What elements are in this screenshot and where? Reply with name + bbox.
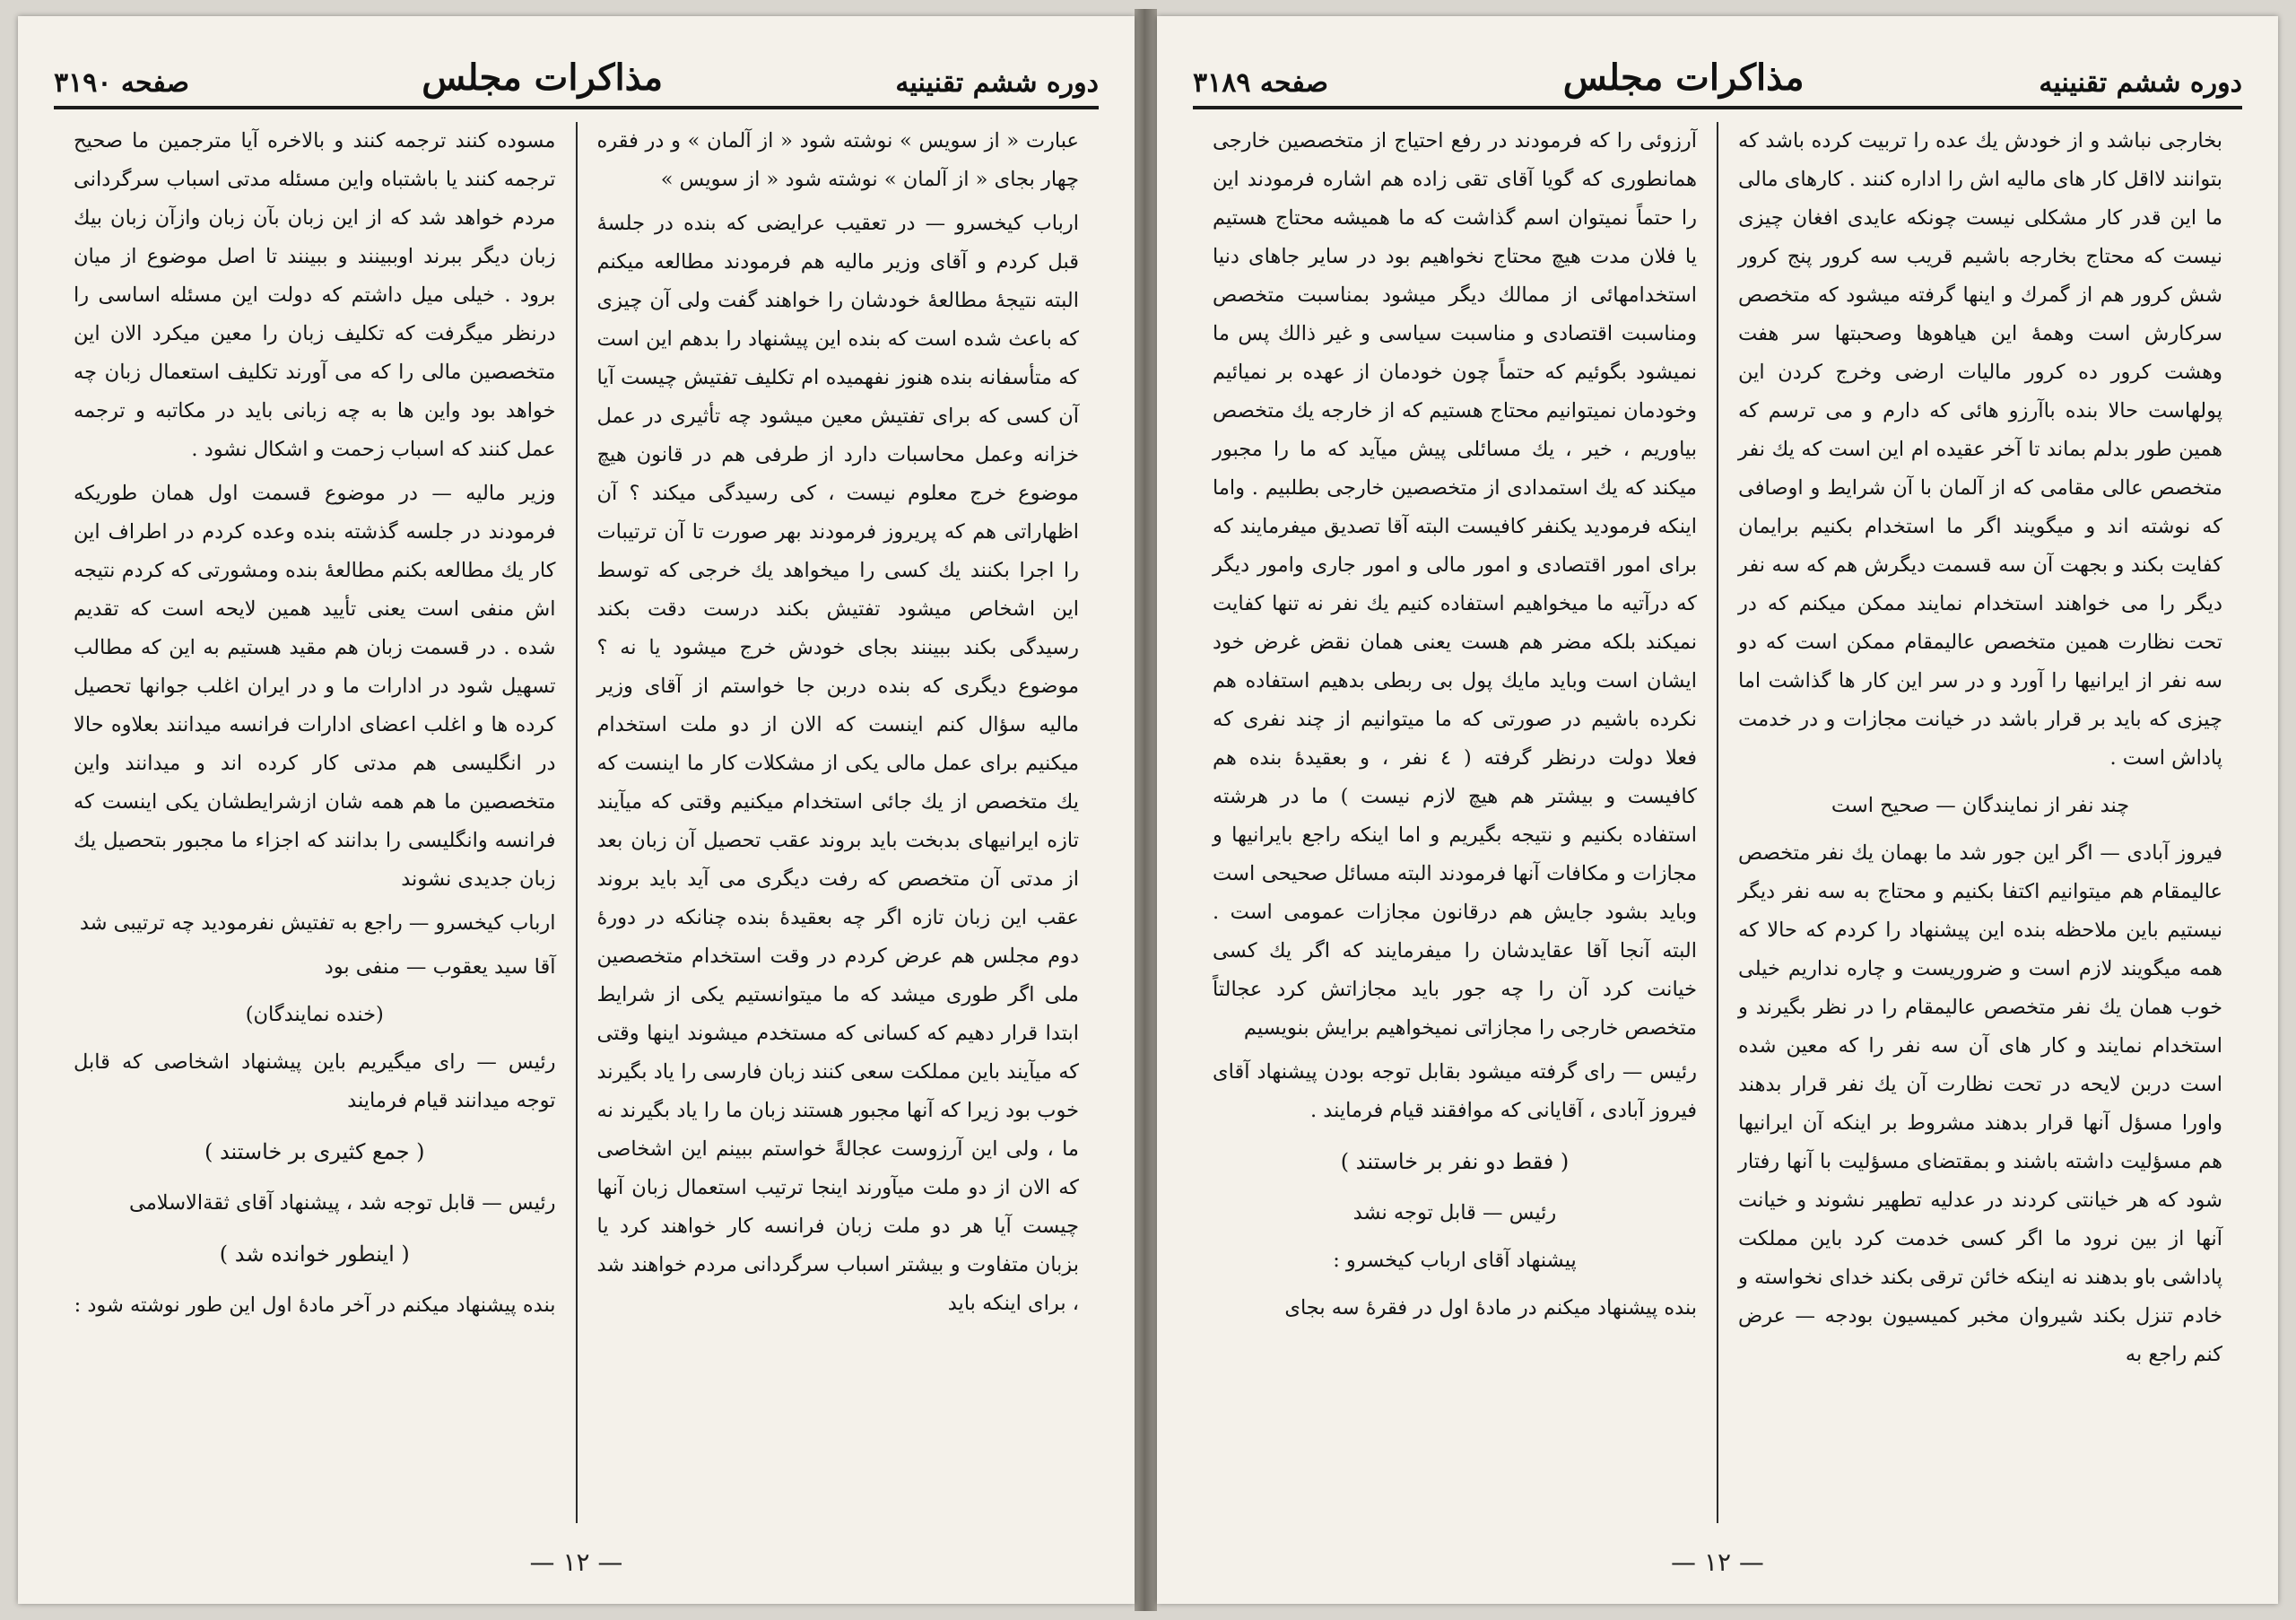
paragraph: پیشنهاد آقای ارباب کیخسرو : (1333, 1249, 1577, 1272)
column-left (54, 122, 576, 1523)
paragraph: رئیس — قابل توجه نشد (1352, 1201, 1557, 1224)
book-spine (1135, 9, 1157, 1611)
paragraph: بنده پیشنهاد میکنم در آخر مادهٔ اول این طور نوشته شود : (74, 1293, 556, 1317)
column-right (578, 122, 1100, 1523)
paragraph: آقا سید یعقوب — منفی بود (324, 955, 556, 979)
paragraph: وزیر مالیه — در موضوع قسمت اول همان طوریکه فرمودند در جلسه گذشته بنده وعده کردم در اطراف این کار یك مطالعه بکنم مطالعهٔ بنده ومشورتی که کردم نتیجه اش منفی است یعنی تأیید همین لایحه است که تقدیم شده . در قسمت زبان هم مقید هستیم به این که مطالب تسهیل شود در ادارات ما و در ایران اغلب جوانها تحصیل کرده ها و اغلب اعضای ادارات فرانسه میدانند بعلاوه حالا در انگلیسی هم مدتی کار کرده اند و میدانند واین متخصصین ما هم همه شان ازشرایطشان یکی اینست که فرانسه وانگلیسی را بدانند که اجزاء ما مجبور بتحصیل یك زبان جدیدی نشوند (74, 482, 556, 891)
page-footer: — ۱۲ — (1671, 1547, 1764, 1577)
paragraph: فیروز آبادی — اگر این جور شد ما بهمان یك نفر متخصص عالیمقام هم میتوانیم اکتفا بکنیم و محتاج به سه نفر دیگر نیستیم باین ملاحظه بنده این پیشنهاد را کردم که حالا که همه میگویند لازم است و ضروریست و چاره نداریم خیلی خوب همان یك نفر متخصص عالیمقام را در نظر بگیرند و استخدام نمایند و کار های آن سه نفر را که معین شده است دربن لایحه در تحت نظارت آن یك نفر قرار بدهند واورا مسؤل آنها قرار بدهند مشروط بر اینکه آن ایرانیها هم مسؤلیت داشته باشند و بمقتضای مسؤلیت با آنها رفتار شود که هر خیانتی کردند در عدلیه تطهیر نشوند و خیانت آنها از بین نرود ما اگر کسی خدمت کرد باین مملکت پاداشی باو بدهند نه اینکه خائن ترقی بکند خدای نخواسته و خادم تنزل بکند شیروان مخبر کمیسیون بودجه — عرض کنم راجع به (1738, 841, 2222, 1366)
stage-note: ( اینطور خوانده شد ) (219, 1241, 410, 1267)
paragraph: بنده پیشنهاد میکنم در مادهٔ اول در فقرهٔ سه بجای (1284, 1296, 1697, 1320)
paragraph: رئیس — رای گرفته میشود بقابل توجه بودن پیشنهاد آقای فیروز آبادی ، آقایانی که موافقند قیام فرمایند . (1213, 1060, 1697, 1122)
journal-title: مذاکرات مجلس (1562, 57, 1805, 99)
column-left (1193, 122, 1717, 1523)
page-footer: — ۱۲ — (529, 1547, 623, 1577)
page-number-label: صفحه ۳۱۸۹ (1193, 67, 1328, 99)
page-number-label: صفحه ۳۱۹۰ (54, 67, 189, 99)
page-header (54, 43, 1099, 109)
paragraph: آرزوئی را که فرمودند در رفع احتیاج از متخصصین خارجی همانطوری که گویا آقای تقی زاده هم اشاره فرمودند این را حتماً نمیتوان اسم گذاشت که ما همیشه محتاج هستیم یا فلان مدت هیچ محتاج نخواهیم بود در سایر جاهای دنیا استخدامهائی از ممالك دیگر میشود بمناسبت متخصص ومناسبت اقتصادی و مناسبت سیاسی و غیر ذالك پس ما نمیشود بگوئیم که حتماً چون خودمان از عهده بر نمیائیم وخودمان نمیتوانیم محتاج هستیم که از خارجه یك متخصص بیاوریم ، خیر ، یك مسائلی پیش میآید که ما را مجبور میکند که یك استمدادی از متخصصین خارجی بطلبیم . واما اینکه فرمودید یکنفر کافیست البته آقا تصدیق میفرمایند که برای امور اقتصادی و امور مالی و امور جاری وامور دیگر که درآتیه ما میخواهیم استفاده کنیم یك نفر نه تنها کفایت نمیکند بلکه مضر هم هست یعنی همان نقض غرض خود ایشان است وباید مایك پول بی ربطی بدهیم استفاده هم نکرده باشیم در صورتی که ما میتوانیم از چند نفری که فعلا دولت درنظر گرفته ( ٤ نفر ، و بعقیدهٔ بنده هم کافیست و بیشتر هم هیچ لازم نیست ) ما در هرشته استفاده بکنیم و نتیجه بگیریم و اما اینکه راجع بایرانیها و مجازات و مکافات آنها فرمودند البته مسائل صحیحی است وباید بشود جایش هم درقانون مجازات عمومی است . البته آنجا آقا عقایدشان را میفرمایند که اگر یك کسی خیانت کرد آن را چه جور باید مجازاتش کرد عجالتاً متخصص خارجی را مجازاتی نمیخواهیم برایش بنویسیم (1213, 129, 1697, 1040)
paragraph: مسوده کنند ترجمه کنند و بالاخره آیا مترجمین ما صحیح ترجمه کنند یا باشتباه واین مسئله مدتی اسباب سرگردانی مردم خواهد شد که از این زبان بآن زبان وازآن زبان بیك زبان دیگر ببرند اوببینند و ببینند تا اصل موضوع از میان برود . خیلی میل داشتم که دولت این مسئله اساسی را درنظر میگرفت که تکلیف زبان را معین میکرد الان این متخصصین مالی را که می آورند تکلیف استعمال زبان چه خواهد بود واین ها به چه زبانی باید در مکاتبه و ترجمه عمل کنند که اسباب زحمت و اشکال نشود . (74, 129, 556, 461)
right-page (1157, 16, 2278, 1604)
left-page (18, 16, 1135, 1604)
text-columns (54, 122, 1099, 1523)
text-columns (1193, 122, 2242, 1523)
session-label: دوره ششم تقنینیه (2039, 67, 2242, 99)
paragraph: رئیس — رای میگیریم باین پیشنهاد اشخاصی که قابل توجه میدانند قیام فرمایند (74, 1050, 556, 1112)
paragraph: ارباب کیخسرو — راجع به تفتیش نفرمودید چه ترتیبی شد (79, 911, 556, 935)
paragraph: ارباب کیخسرو — در تعقیب عرایضی که بنده در جلسهٔ قبل کردم و آقای وزیر مالیه هم فرمودند مطالعه میکنم البته نتیجهٔ مطالعهٔ خودشان را خواهند گفت ولی آن چیزی که باعث شده است که بنده این پیشنهاد را بدهم این است که متأسفانه بنده هنوز نفهمیده ام تکلیف تفتیش چیست آیا آن کسی که برای تفتیش معین میشود چه تأثیری در عمل خزانه وعمل محاسبات دارد از طرفی هم در قانون هیچ موضوع خرج معلوم نیست ، کی رسیدگی میکند ؟ آن اظهاراتی هم که پریروز فرمودند بهر صورت تا آن ترتیبات را اجرا بکنند یك کسی را میخواهد یك خرجی که توسط این اشخاص میشود تفتیش بکند درست دقت بکند رسیدگی بکند ببینند بجای خودش خرج میشود یا نه ؟ موضوع دیگری که بنده دربن جا خواستم از آقای وزیر مالیه سؤال کنم اینست که الان از دو ملت استخدام میکنیم برای عمل مالی یکی از مشکلات کار ما اینست که یك متخصص از یك جائی استخدام میکنیم وقتی که میآیند تازه ایرانیهای بدبخت باید بروند عقب تحصیل آن زبان بعد از مدتی آن متخصص که رفت دیگری می آید باید بروند عقب این زبان تازه اگر چه بعقیدهٔ بنده چنانکه در دورهٔ دوم مجلس هم عرض کردم در وقت استخدام متخصصین ملی اگر طوری میشد که ما میتوانستیم یکی از شرایط ابتدا قرار دهیم که کسانی که مستخدم میشوند اینها وقتی که میآیند باین مملکت سعی کنند زبان فارسی را یاد بگیرند خوب بود زیرا که آنها مجبور هستند زبان ما را یاد بگیرند نه ما ، ولی این آرزوست عجالةً خواستم ببینم این اشخاصی که الان از دو ملت میآورند اینجا ترتیب استعمال زبان آنها چیست آیا هر دو ملت زبان فرانسه کار خواهند کرد یا بزبان متفاوت و بیشتر اسباب سرگردانی مردم خواهند شد ، برای اینکه باید (596, 212, 1079, 1315)
paragraph: بخارجی نباشد و از خودش یك عده را تربیت کرده باشد که بتوانند لااقل کار های مالیه اش را اداره کنند . کارهای مالی ما این قدر کار مشکلی نیست چونکه عایدی افغان چیزی نیست که محتاج بخارجه باشیم قریب سه کرور پنج کرور شش کرور هم از گمرك و اینها گرفته میشود که متخصص سرکارش است وهمهٔ این هیاهوها وصحبتها سر هفت وهشت کرور ده کرور مالیات ارضی وخرج کردن این پولهاست حالا بنده باآرزو هائی که دارم و می ترسم که همین طور بدلم بماند تا آخر عقیده ام این است که یك نفر متخصص عالی مقامی که از آلمان با آن شرایط و اوصافی که نوشته اند و میگویند اگر ما استخدام بکنیم برایمان کفایت بکند و بجهت آن سه قسمت دیگرش هم که سه نفر دیگر را می خواهند استخدام نمایند ممکن میکنم که در تحت نظارت همین متخصص عالیمقام ممکن است که دو سه نفر از ایرانیها را آورد و در سر این کار ها گذاشت اما چیزی که باید بر قرار باشد در خیانت مجازات و در خدمت پاداش است . (1738, 129, 2222, 770)
stage-note: (خنده نمایندگان) (245, 1003, 384, 1026)
paragraph: چند نفر از نمایندگان — صحیح است (1831, 794, 2130, 817)
column-right (1718, 122, 2242, 1523)
paragraph: عبارت « از سویس » نوشته شود « از آلمان » و در فقره چهار بجای « از آلمان » نوشته شود « از سویس » (596, 129, 1079, 191)
session-label: دوره ششم تقنینیه (895, 67, 1099, 99)
stage-note: ( جمع کثیری بر خاستند ) (204, 1139, 425, 1164)
journal-title: مذاکرات مجلس (422, 57, 664, 99)
page-header (1193, 43, 2242, 109)
stage-note: ( فقط دو نفر بر خاستند ) (1340, 1149, 1570, 1174)
paragraph: رئیس — قابل توجه شد ، پیشنهاد آقای ثقةالاسلامی (128, 1191, 556, 1215)
